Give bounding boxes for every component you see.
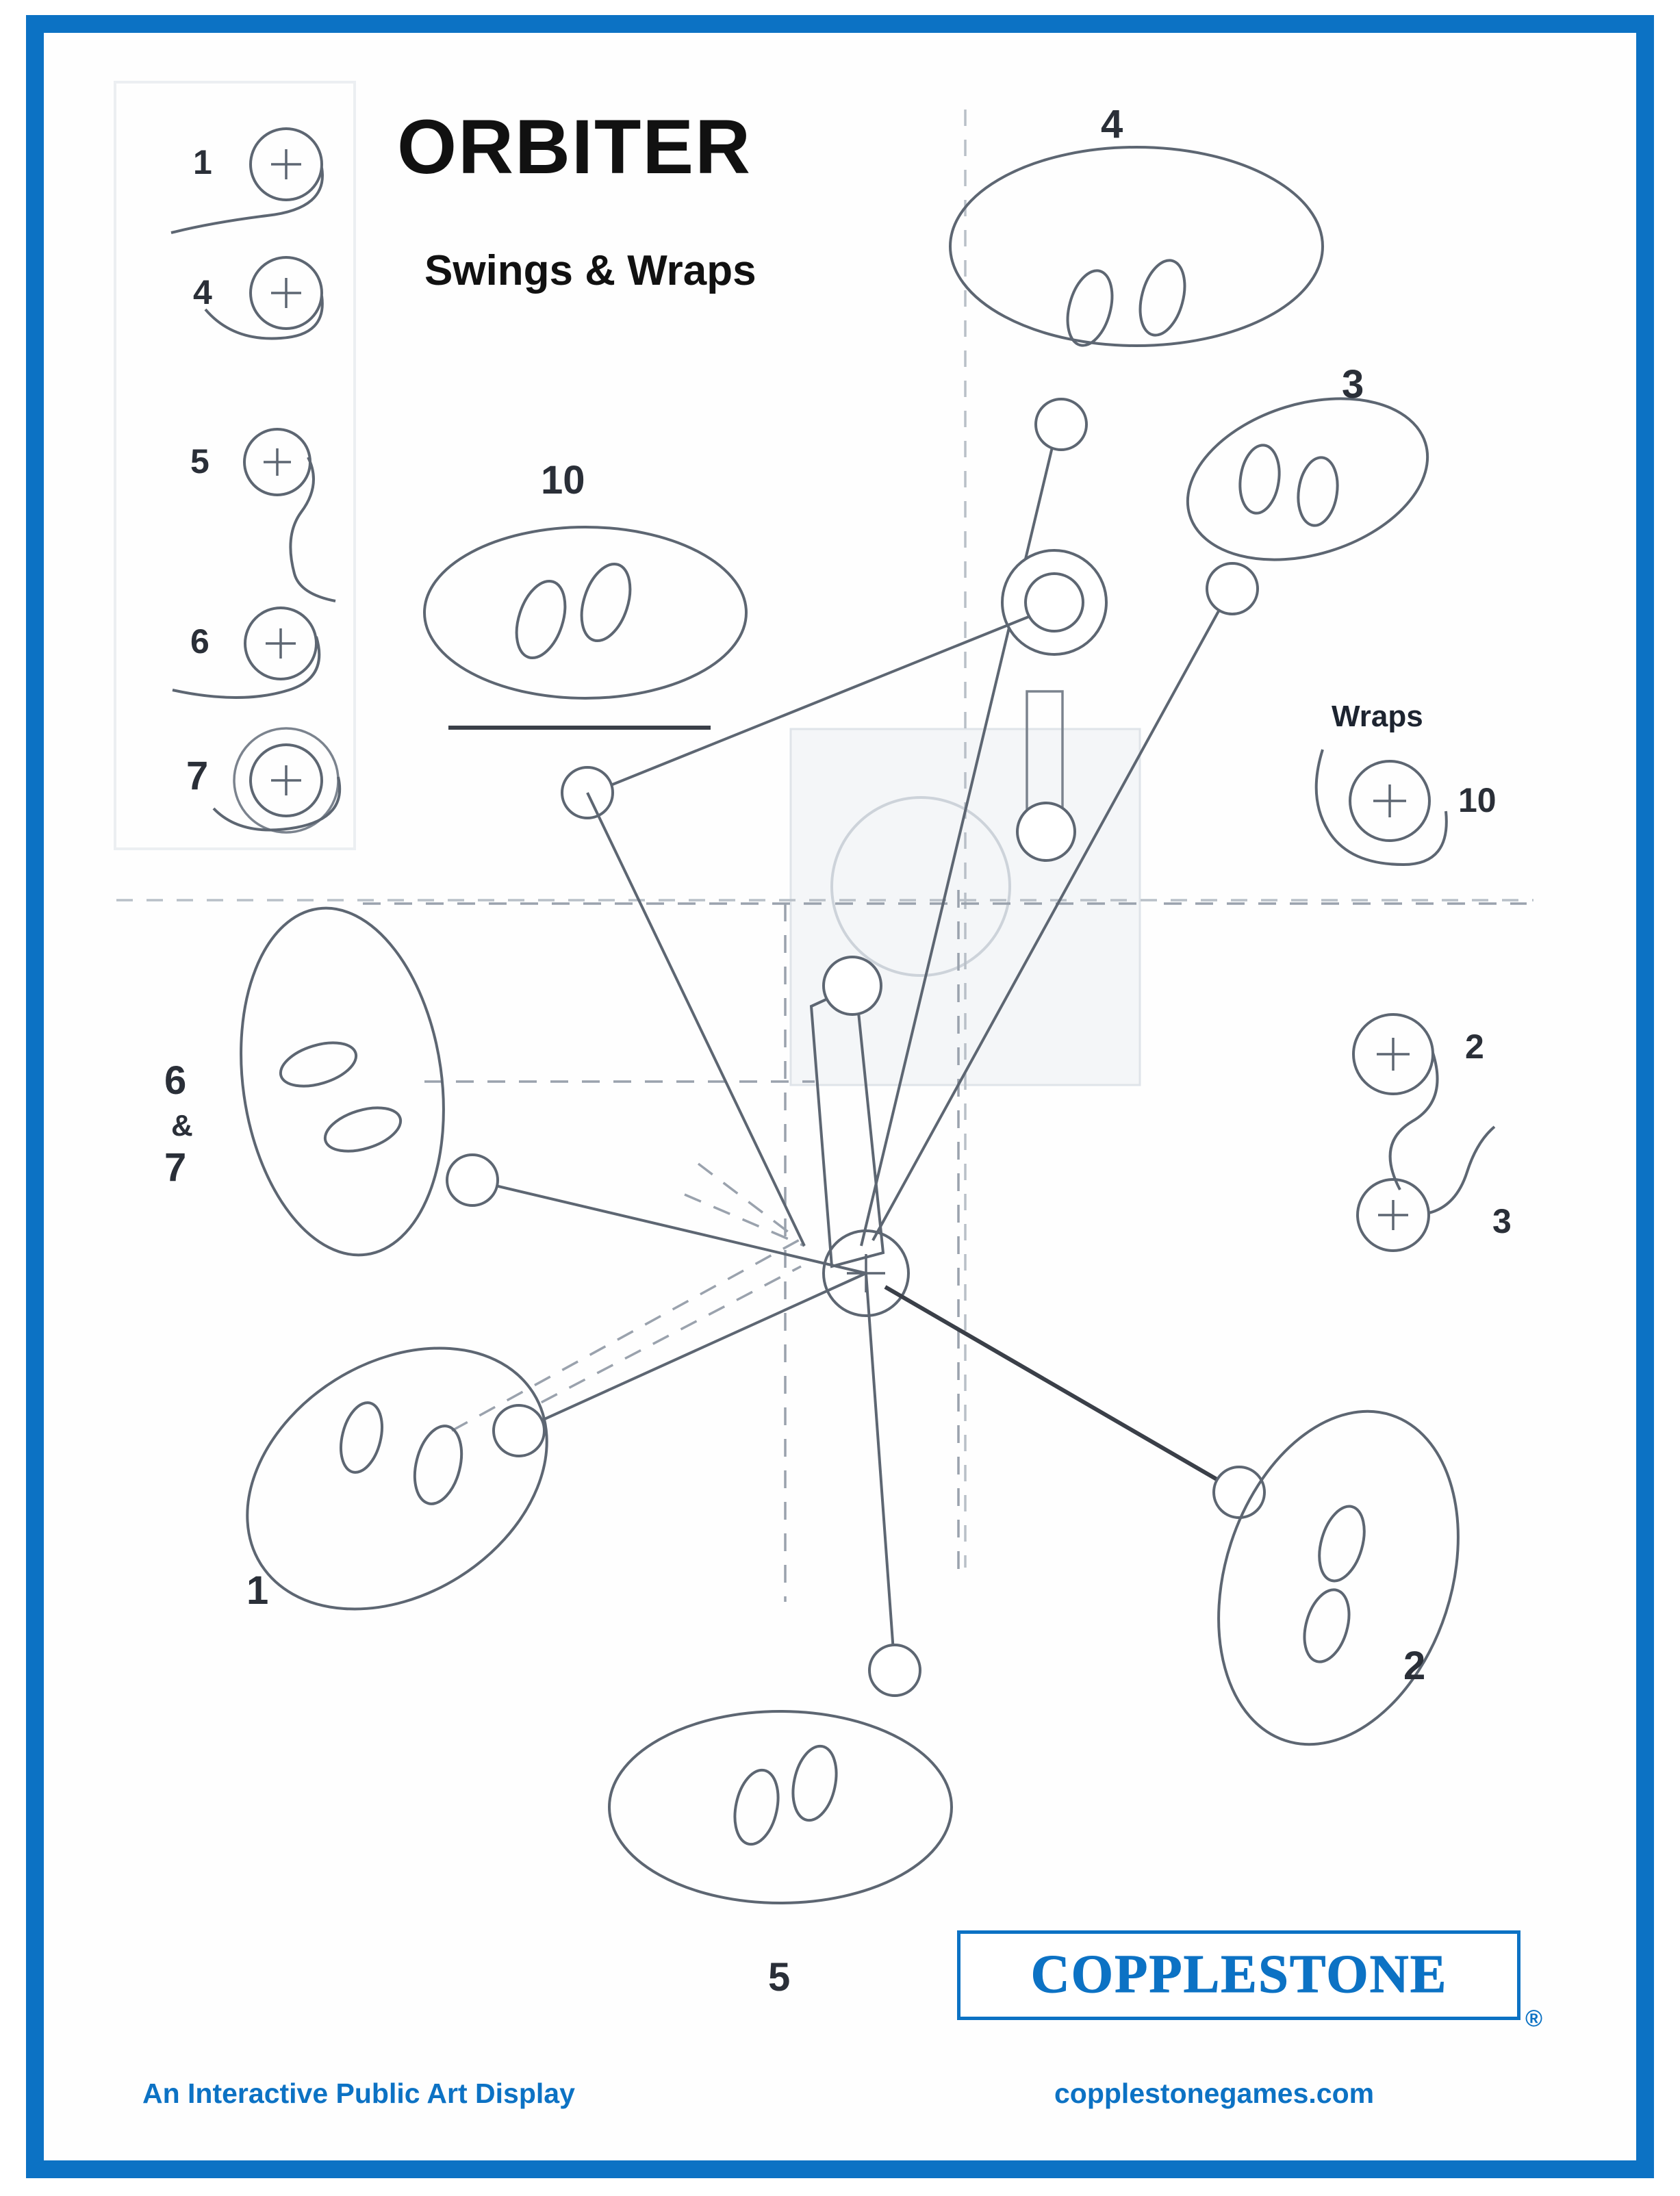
legend-left-label-6: 6 xyxy=(190,622,209,661)
poster-inner-area xyxy=(44,33,1636,2160)
swing-label-5: 5 xyxy=(768,1955,791,2000)
legend-left-label-7: 7 xyxy=(186,754,209,798)
swing-label-amp: & xyxy=(171,1109,193,1142)
swing-label-7: 7 xyxy=(164,1145,187,1190)
registered-mark: ® xyxy=(1525,2006,1543,2032)
swing-label-1: 1 xyxy=(246,1568,269,1613)
swing-label-6: 6 xyxy=(164,1058,187,1103)
legend-left-label-4: 4 xyxy=(193,273,212,311)
swing-label-4: 4 xyxy=(1101,102,1123,146)
footer-website[interactable]: copplestonegames.com xyxy=(1054,2078,1375,2109)
page-subtitle: Swings & Wraps xyxy=(424,247,756,294)
legend-right-label-3: 3 xyxy=(1492,1202,1512,1240)
legend-right-label-10: 10 xyxy=(1458,781,1497,819)
legend-right-title: Wraps xyxy=(1332,700,1423,733)
page-title: ORBITER xyxy=(397,104,752,190)
legend-right-label-2: 2 xyxy=(1465,1027,1484,1066)
swing-label-3: 3 xyxy=(1342,362,1364,407)
swing-label-2: 2 xyxy=(1403,1644,1426,1688)
logo-text: COPPLESTONE xyxy=(1030,1945,1448,2004)
legend-left-label-5: 5 xyxy=(190,442,209,481)
swing-label-10: 10 xyxy=(541,458,585,502)
footer-tagline: An Interactive Public Art Display xyxy=(142,2078,575,2109)
legend-left-label-1: 1 xyxy=(193,143,212,181)
